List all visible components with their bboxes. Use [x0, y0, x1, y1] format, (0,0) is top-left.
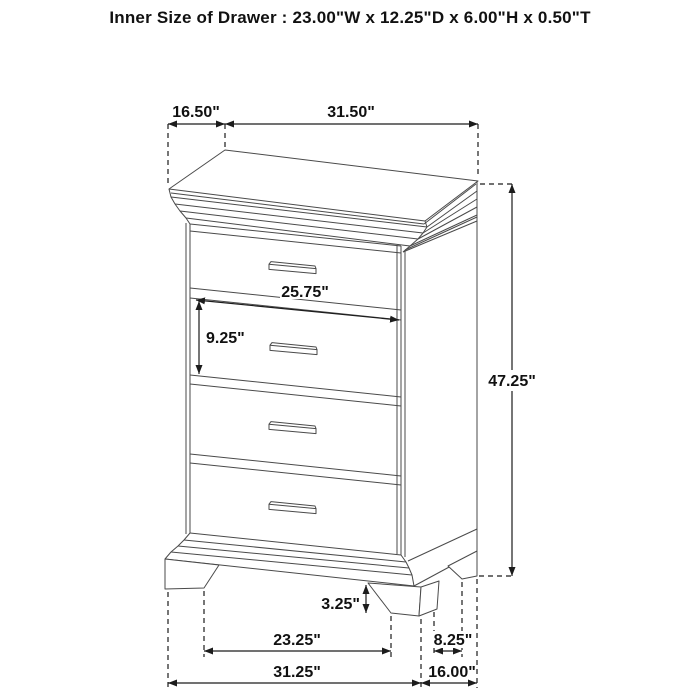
chest-top-panel — [169, 150, 478, 224]
dimension-label-top-width: 31.50" — [327, 104, 375, 121]
face-top-edge — [190, 224, 401, 246]
left-edge — [186, 223, 190, 534]
page-title: Inner Size of Drawer : 23.00"W x 12.25"D x 6.00"H x 0.50"T — [109, 8, 591, 27]
back-right-leg — [448, 551, 477, 579]
drawer-3-bottom — [190, 454, 401, 476]
dimension-leg-height — [321, 585, 366, 613]
dimension-label-overall-depth-floor: 16.00" — [428, 664, 476, 681]
right-edge — [397, 245, 401, 555]
dimension-label-drawer-width: 25.75" — [281, 284, 329, 301]
drawer-1-top — [190, 231, 401, 253]
drawer-2-bottom — [190, 375, 401, 397]
dimension-label-overall-width-floor: 31.25" — [273, 664, 321, 681]
dimension-height — [479, 184, 536, 576]
dimension-label-leg-height: 3.25" — [321, 596, 360, 613]
chest-line-art — [165, 150, 478, 616]
drawer-2-handle — [270, 343, 317, 355]
dimension-front-leg-inner-span — [204, 591, 391, 657]
dimension-drawer-face-height — [199, 301, 245, 374]
dimension-label-height: 47.25" — [488, 373, 536, 390]
top-surface — [169, 150, 478, 221]
dimension-label-top-depth: 16.50" — [172, 104, 220, 121]
front-right-leg-side — [419, 581, 439, 616]
front-right-leg — [368, 583, 421, 616]
dimension-line — [196, 300, 399, 320]
drawer-4-handle — [269, 502, 316, 514]
side-panel — [405, 181, 477, 586]
dimension-label-front-leg-inner-span: 23.25" — [273, 632, 321, 649]
dimension-label-side-leg-inner-span: 8.25" — [433, 632, 473, 649]
dimension-label-drawer-face-height: 9.25" — [206, 330, 245, 347]
drawer-3-handle — [269, 422, 316, 434]
drawer-3-top — [190, 384, 401, 406]
drawer-1-handle — [269, 262, 316, 274]
drawer-4-top — [190, 463, 401, 485]
